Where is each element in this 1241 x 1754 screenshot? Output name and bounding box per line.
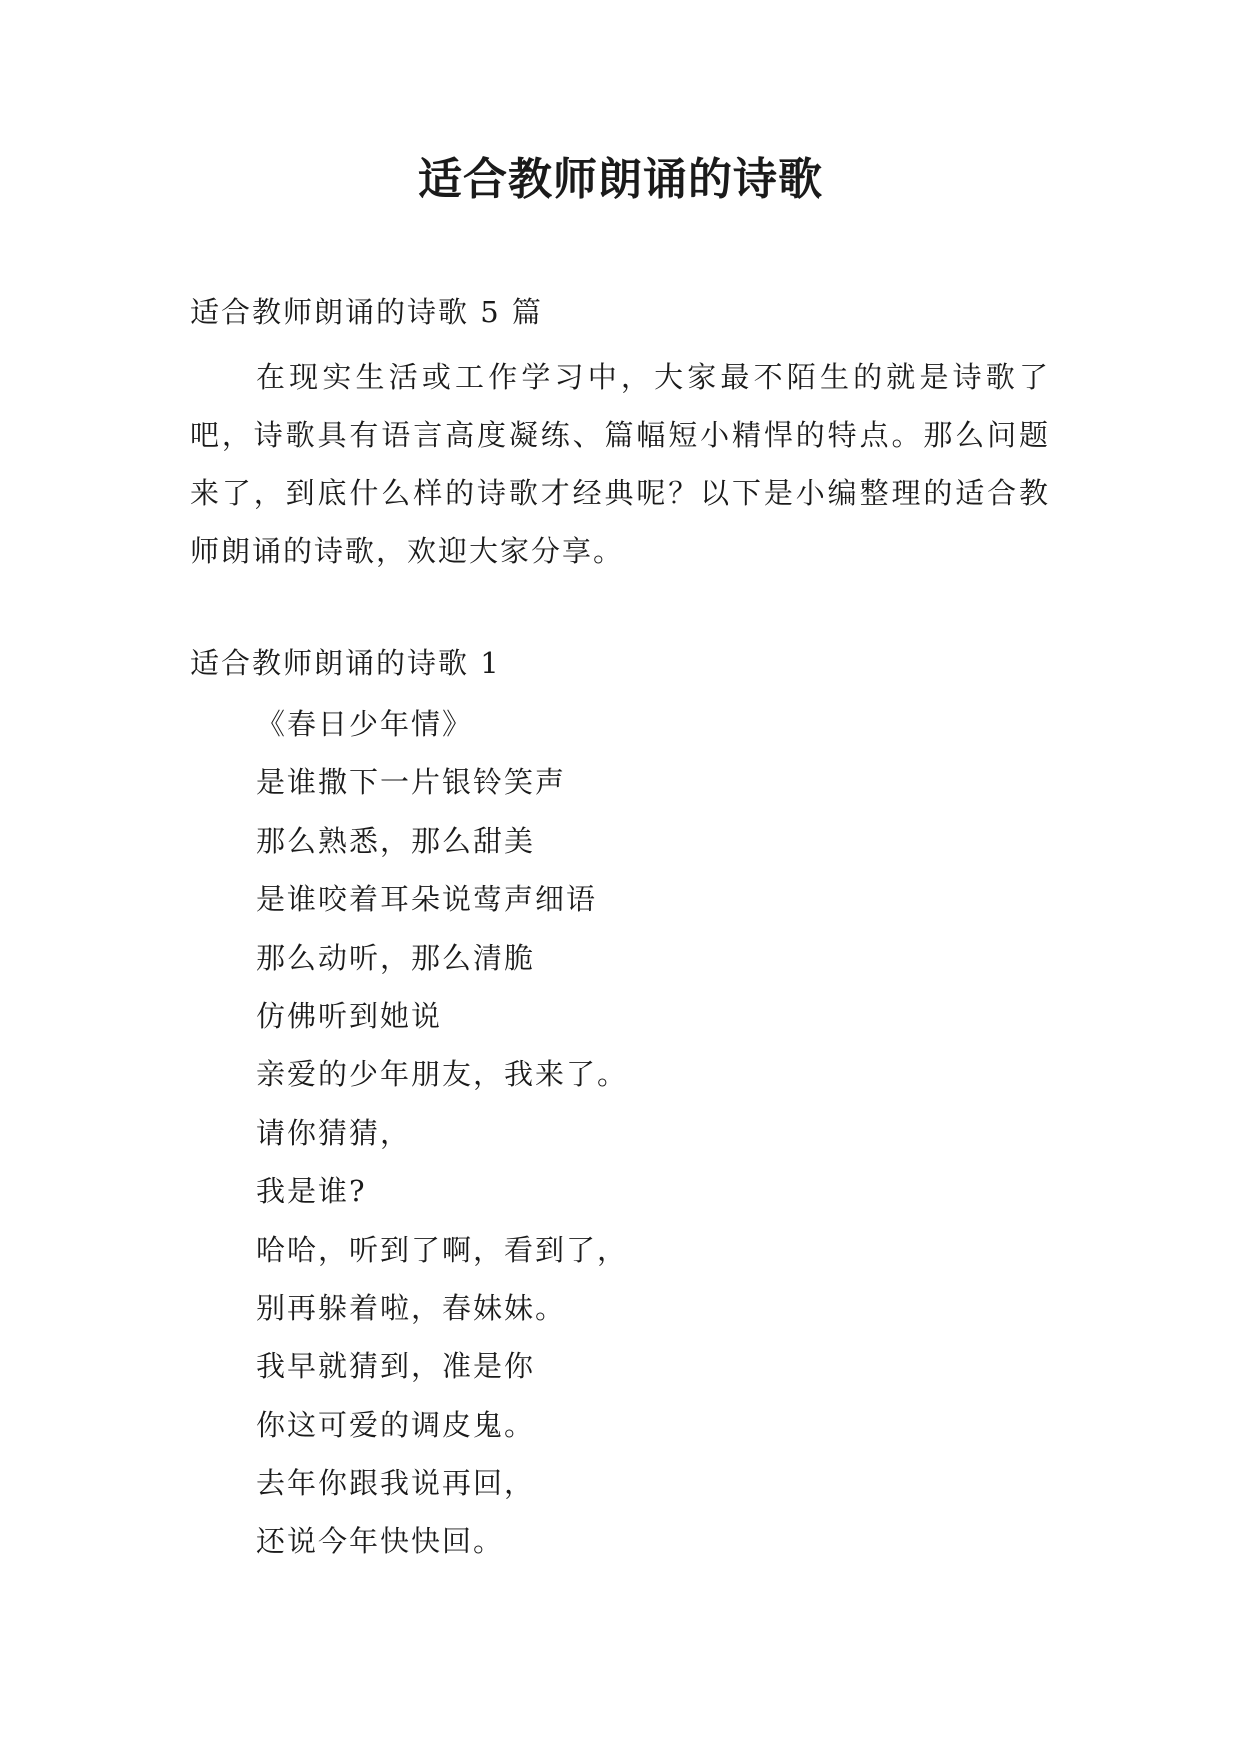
poem-line: 我是谁? <box>256 1174 367 1209</box>
poem-line: 请你猜猜， <box>256 1115 412 1150</box>
poem-line: 是谁撒下一片银铃笑声 <box>256 765 567 800</box>
poem-line: 那么熟悉，那么甜美 <box>256 823 536 858</box>
poem-line: 我早就猜到，准是你 <box>256 1349 536 1384</box>
poem-line: 那么动听，那么清脆 <box>256 940 536 975</box>
document-title: 适合教师朗诵的诗歌 <box>418 154 823 205</box>
document-subtitle: 适合教师朗诵的诗歌 5 篇 <box>190 295 543 329</box>
poem-body <box>256 695 628 1571</box>
intro-paragraph: 在现实生活或工作学习中，大家最不陌生的就是诗歌了吧，诗歌具有语言高度凝练、篇幅短小精悍的特点。那么问题来了，到底什么样的诗歌才经典呢？以下是小编整理的适合教师朗诵的诗歌，欢迎大家分享。 <box>190 360 1050 568</box>
poem-line: 还说今年快快回。 <box>256 1524 505 1559</box>
poem-line: 你这可爱的调皮鬼。 <box>256 1407 536 1442</box>
poem-line: 哈哈，听到了啊，看到了， <box>256 1232 629 1267</box>
poem-title: 《春日少年情》 <box>256 707 474 741</box>
poem-line: 仿佛听到她说 <box>256 998 443 1033</box>
section-heading: 适合教师朗诵的诗歌 1 <box>190 646 501 680</box>
poem-line: 别再躲着啦，春妹妹。 <box>256 1290 567 1325</box>
poem-line: 去年你跟我说再回， <box>256 1466 536 1501</box>
poem-line: 是谁咬着耳朵说莺声细语 <box>256 882 598 917</box>
poem-line: 亲爱的少年朋友，我来了。 <box>256 1057 629 1092</box>
